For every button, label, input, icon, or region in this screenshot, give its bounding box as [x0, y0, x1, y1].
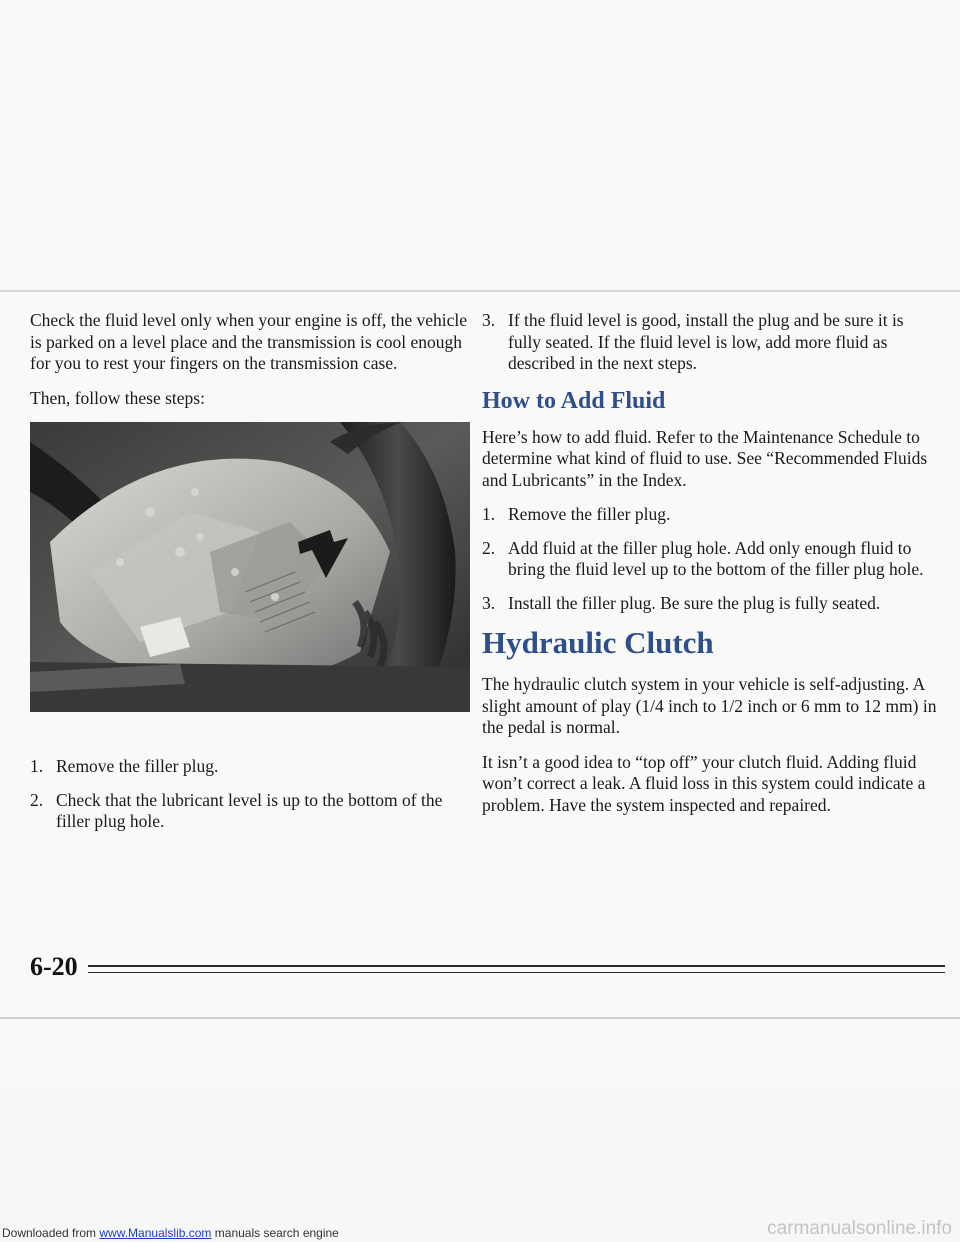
hydraulic-clutch-heading: Hydraulic Clutch: [482, 625, 714, 660]
list-item: [482, 538, 940, 581]
bottom-divider: [0, 1017, 960, 1019]
source-prefix: Downloaded from: [2, 1226, 100, 1240]
manualslib-link[interactable]: www.Manualslib.com: [99, 1226, 212, 1240]
step-text: Install the filler plug. Be sure the plug is fully seated.: [508, 592, 881, 613]
download-source-line: [2, 1226, 339, 1240]
how-to-add-fluid-heading: How to Add Fluid: [482, 387, 666, 414]
step-number: 1.: [30, 756, 44, 776]
source-suffix: manuals search engine: [211, 1226, 339, 1240]
list-item: [482, 504, 940, 526]
footer-rule-top: [88, 965, 945, 967]
list-item: [30, 756, 470, 778]
step-number: 3.: [482, 310, 496, 330]
hydraulic-clutch-paragraph-1: The hydraulic clutch system in your vehicle is self-adjusting. A slight amount of play (1/4 inch to 1/2 inch or 6 mm to 12 mm) in the pedal is normal.: [482, 674, 937, 737]
step-text: Remove the filler plug.: [508, 504, 671, 524]
page-footer: [30, 954, 945, 982]
step-text: Add fluid at the filler plug hole. Add only enough fluid to bring the fluid level up to the bottom of the filler plug hole.: [508, 537, 924, 579]
list-item: [482, 310, 940, 375]
footer-rule-bottom: [88, 972, 945, 973]
top-divider: [0, 290, 960, 292]
page-number: 6-20: [30, 952, 78, 981]
then-paragraph: Then, follow these steps:: [30, 387, 205, 408]
watermark-text: carmanualsonline.info: [767, 1218, 952, 1239]
left-column: [30, 310, 470, 845]
step-text: If the fluid level is good, install the plug and be sure it is fully seated. If the fluid level is low, add more fluid as described in the next steps.: [508, 310, 904, 373]
transmission-photo: [30, 422, 470, 712]
step-text: Remove the filler plug.: [56, 756, 219, 776]
list-item: [482, 593, 940, 615]
step-number: 2.: [482, 537, 496, 558]
step-text: Check that the lubricant level is up to the bottom of the filler plug hole.: [56, 789, 443, 831]
step-number: 2.: [30, 789, 44, 810]
step-number: 3.: [482, 592, 496, 613]
transmission-illustration: [30, 422, 470, 712]
right-column: [482, 310, 940, 829]
list-item: [30, 790, 470, 833]
hydraulic-clutch-paragraph-2: It isn’t a good idea to “top off” your clutch fluid. Adding fluid won’t correct a leak. A fluid loss in this system could indicate a problem. Have the system inspected and repaired.: [482, 751, 926, 815]
step-number: 1.: [482, 504, 496, 524]
how-to-add-intro: Here’s how to add fluid. Refer to the Maintenance Schedule to determine what kind of fluid to use. See “Recommended Fluids and Lubricants” in the Index.: [482, 426, 928, 490]
intro-paragraph: Check the fluid level only when your engine is off, the vehicle is parked on a level place and the transmission is cool enough for you to rest your fingers on the transmission case.: [30, 310, 468, 373]
